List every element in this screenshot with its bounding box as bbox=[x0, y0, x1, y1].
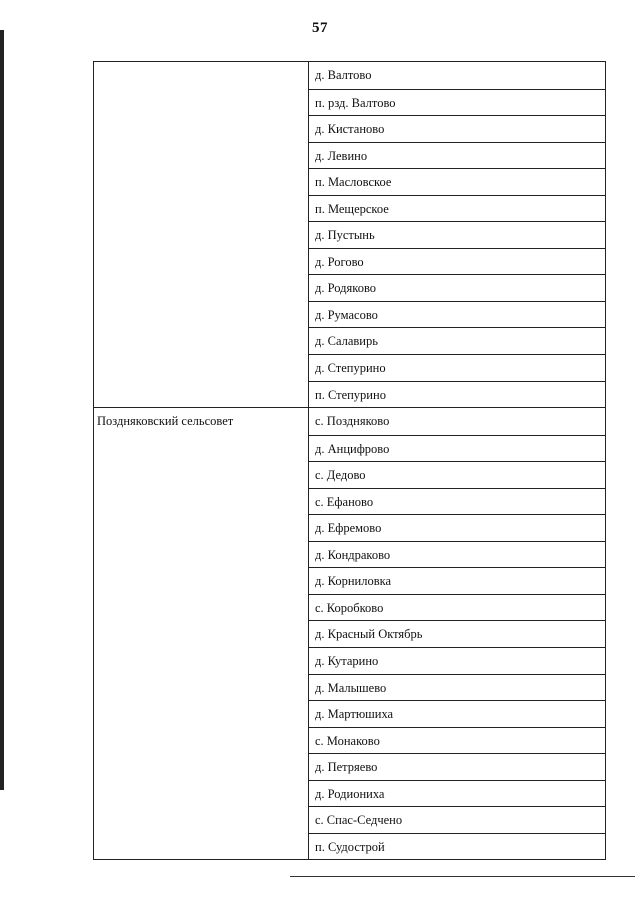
settlement-row: д. Валтово bbox=[315, 68, 372, 82]
settlement-row: с. Коробково bbox=[309, 594, 605, 621]
settlement-row: с. Поздняково bbox=[315, 414, 390, 429]
settlement-row: с. Дедово bbox=[309, 461, 605, 488]
settlement-row: д. Родяково bbox=[309, 274, 605, 301]
page-number: 57 bbox=[312, 20, 328, 36]
settlement-row: д. Степурино bbox=[309, 354, 605, 381]
settlement-row: п. Судострой bbox=[309, 833, 605, 860]
settlement-row: д. Малышево bbox=[309, 674, 605, 701]
settlement-row: д. Мартюшиха bbox=[309, 700, 605, 727]
settlement-row: д. Салавирь bbox=[309, 327, 605, 354]
settlement-row: п. Мещерское bbox=[309, 195, 605, 222]
municipality-group bbox=[93, 407, 606, 859]
settlement-row: д. Румасово bbox=[309, 301, 605, 328]
settlement-row: д. Рогово bbox=[309, 248, 605, 275]
settlement-row: д. Ефремово bbox=[309, 514, 605, 541]
settlement-row: д. Кистаново bbox=[309, 115, 605, 142]
settlement-row: д. Кондраково bbox=[309, 541, 605, 568]
bottom-rule bbox=[290, 876, 635, 877]
settlement-row: п. Масловское bbox=[309, 168, 605, 195]
settlement-list bbox=[309, 408, 606, 859]
settlement-row: с. Спас-Седчено bbox=[309, 806, 605, 833]
settlement-list bbox=[309, 62, 606, 407]
settlement-row: д. Красный Октябрь bbox=[309, 620, 605, 647]
settlement-row: с. Ефаново bbox=[309, 488, 605, 515]
settlements-table bbox=[93, 61, 606, 860]
settlement-row: д. Кутарино bbox=[309, 647, 605, 674]
settlement-row: д. Анцифрово bbox=[309, 435, 605, 462]
settlement-row: с. Монаково bbox=[309, 727, 605, 754]
settlement-row: д. Левино bbox=[309, 142, 605, 169]
municipality-group bbox=[93, 62, 606, 407]
scan-edge-mark bbox=[0, 30, 4, 790]
settlement-row: д. Петряево bbox=[309, 753, 605, 780]
municipality-name bbox=[93, 62, 309, 407]
settlement-row: п. рзд. Валтово bbox=[309, 89, 605, 116]
municipality-name: Поздняковский сельсовет bbox=[93, 408, 309, 859]
settlement-row: д. Пустынь bbox=[309, 221, 605, 248]
settlement-row: д. Родиониха bbox=[309, 780, 605, 807]
settlement-row: п. Степурино bbox=[309, 381, 605, 408]
settlement-row: д. Корниловка bbox=[309, 567, 605, 594]
